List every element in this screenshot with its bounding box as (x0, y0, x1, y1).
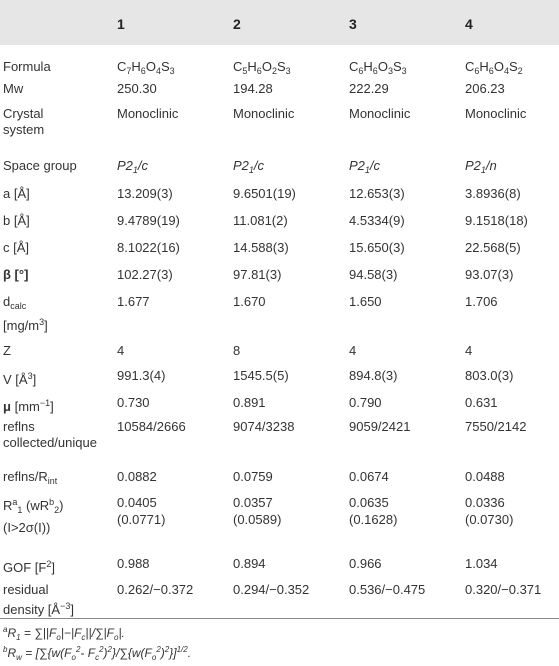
dcalc-4: 1.706 (465, 294, 498, 309)
a-4: 3.8936(8) (465, 186, 521, 201)
z-3: 4 (349, 343, 357, 358)
z-1: 4 (117, 343, 125, 358)
z-2: 8 (233, 343, 241, 358)
row-label-mw: Mw (3, 81, 24, 96)
gof-4: 1.034 (465, 556, 498, 571)
mw-1: 250.30 (117, 81, 157, 96)
table-header (0, 0, 559, 45)
row-label-r1-wr2: $R^a_1$ $(wR^b_2)$ (I>2σ(I)) (3, 497, 64, 535)
column-header-3: 3 (349, 16, 357, 32)
v-1: 991.3(4) (117, 368, 166, 383)
beta-1: 102.27(3) (117, 267, 173, 282)
row-label-dcalc: $d_{calc}$ $[mg/m^3]$ (3, 294, 48, 333)
r1-wr2-2: 0.0357 (0.0589) (233, 495, 282, 527)
mu-4: 0.631 (465, 395, 498, 410)
row-label-b: b [Å] (3, 213, 30, 228)
row-label-formula: Formula (3, 59, 51, 74)
row-label-a: a [Å] (3, 186, 30, 201)
mu-3: 0.790 (349, 395, 382, 410)
residual-2: 0.294/−0.352 (233, 582, 310, 597)
row-label-v: V $[Å^3]$ (3, 371, 37, 387)
row-label-z: Z (3, 343, 11, 358)
b-1: 9.4789(19) (117, 213, 180, 228)
mw-4: 206.23 (465, 81, 505, 96)
b-4: 9.1518(18) (465, 213, 528, 228)
row-label-gof: GOF $[F^2]$ (3, 559, 55, 575)
gof-2: 0.894 (233, 556, 266, 571)
rint-3: 0.0674 (349, 469, 389, 484)
row-label-beta: β [°] (3, 267, 29, 282)
table-bottom-rule (0, 618, 559, 619)
c-2: 14.588(3) (233, 240, 289, 255)
b-3: 4.5334(9) (349, 213, 405, 228)
gof-3: 0.966 (349, 556, 382, 571)
a-3: 12.653(3) (349, 186, 405, 201)
row-label-reflns: reflns collected/unique (3, 419, 97, 450)
footnote-a: $^aR_1 = \sum||F_o|-|F_c||/\sum|F_o|$. (3, 625, 125, 642)
r1-wr2-1: 0.0405 (0.0771) (117, 495, 166, 527)
a-1: 13.209(3) (117, 186, 173, 201)
space-group-1: $P2_1/c$ (117, 158, 149, 175)
rint-1: 0.0882 (117, 469, 157, 484)
mu-2: 0.891 (233, 395, 266, 410)
v-4: 803.0(3) (465, 368, 514, 383)
formula-2: $C_5H_6O_2S_3$ (233, 59, 291, 76)
reflns-2: 9074/3238 (233, 419, 295, 434)
c-4: 22.568(5) (465, 240, 521, 255)
gof-1: 0.988 (117, 556, 150, 571)
formula-3: $C_6H_6O_3S_3$ (349, 59, 407, 76)
formula-4: $C_6H_6O_4S_2$ (465, 59, 523, 76)
reflns-3: 9059/2421 (349, 419, 411, 434)
c-3: 15.650(3) (349, 240, 405, 255)
beta-2: 97.81(3) (233, 267, 282, 282)
a-2: 9.6501(19) (233, 186, 296, 201)
beta-4: 93.07(3) (465, 267, 514, 282)
row-label-mu: μ $[mm^{-1}]$ (3, 398, 54, 414)
rint-2: 0.0759 (233, 469, 273, 484)
column-header-2: 2 (233, 16, 241, 32)
crystal-system-4: Monoclinic (465, 106, 527, 121)
dcalc-2: 1.670 (233, 294, 266, 309)
b-2: 11.081(2) (233, 213, 288, 228)
beta-3: 94.58(3) (349, 267, 398, 282)
reflns-1: 10584/2666 (117, 419, 186, 434)
crystal-system-3: Monoclinic (349, 106, 411, 121)
mw-3: 222.29 (349, 81, 389, 96)
r1-wr2-3: 0.0635 (0.1628) (349, 495, 398, 527)
crystal-system-2: Monoclinic (233, 106, 295, 121)
residual-1: 0.262/−0.372 (117, 582, 194, 597)
space-group-4: $P2_1/n$ (465, 158, 497, 175)
mu-1: 0.730 (117, 395, 150, 410)
v-3: 894.8(3) (349, 368, 398, 383)
dcalc-1: 1.677 (117, 294, 150, 309)
mw-2: 194.28 (233, 81, 273, 96)
space-group-2: $P2_1/c$ (233, 158, 265, 175)
row-label-c: c [Å] (3, 240, 30, 255)
row-label-rint: reflns/$R_{int}$ (3, 469, 58, 486)
residual-3: 0.536/−0.475 (349, 582, 426, 597)
rint-4: 0.0488 (465, 469, 505, 484)
space-group-3: $P2_1/c$ (349, 158, 381, 175)
row-label-crystal-system: Crystal system (3, 106, 45, 137)
dcalc-3: 1.650 (349, 294, 382, 309)
r1-wr2-4: 0.0336 (0.0730) (465, 495, 514, 527)
formula-1: $C_7H_6O_4S_3$ (117, 59, 175, 76)
row-label-residual-density: residual density $[Å^{-3}]$ (3, 582, 74, 617)
column-header-1: 1 (117, 16, 125, 32)
residual-4: 0.320/−0.371 (465, 582, 542, 597)
column-header-4: 4 (465, 16, 473, 32)
row-label-space-group: Space group (3, 158, 77, 173)
crystal-system-1: Monoclinic (117, 106, 179, 121)
v-2: 1545.5(5) (233, 368, 289, 383)
reflns-4: 7550/2142 (465, 419, 527, 434)
footnote-b: $^bR_w = [\sum\{w(F_o^2-$ $F_c^2)^2\}/\sum\{w(F_o^2)^2\}]^{1/2}$. (3, 645, 192, 662)
c-1: 8.1022(16) (117, 240, 180, 255)
z-4: 4 (465, 343, 473, 358)
